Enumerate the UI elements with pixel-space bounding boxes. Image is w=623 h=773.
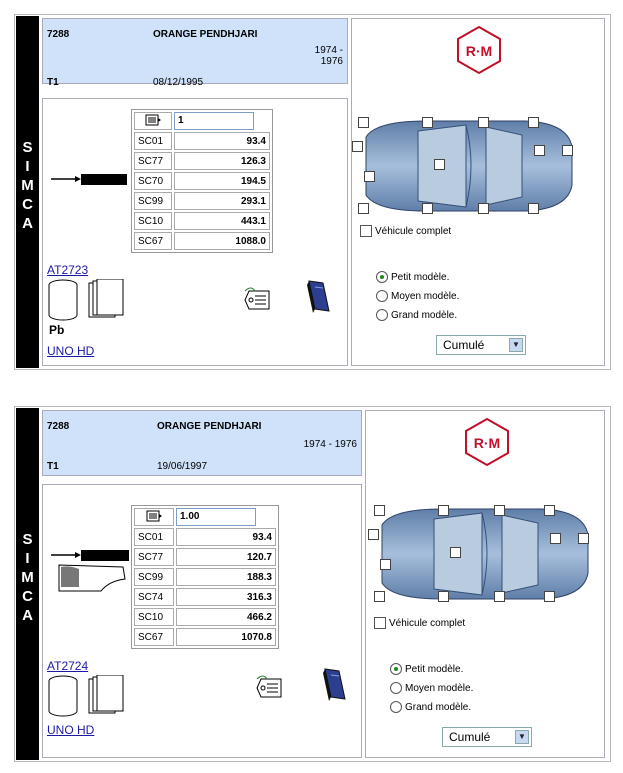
table-row (134, 548, 276, 566)
formula-date: 19/06/1997 (157, 461, 208, 472)
formula-date: 08/12/1995 (153, 77, 204, 88)
ref-value: 316.3 (176, 588, 276, 606)
ref-value: 126.3 (174, 152, 270, 170)
table-row (134, 628, 276, 646)
zone-checkbox[interactable] (358, 203, 369, 214)
formula-table (131, 505, 279, 649)
zone-checkbox[interactable] (438, 591, 449, 602)
book-icon[interactable] (305, 279, 333, 315)
table-row (134, 212, 270, 230)
zone-checkbox[interactable] (534, 145, 545, 156)
color-type: T1 (47, 77, 59, 88)
table-row (134, 172, 270, 190)
table-row (134, 152, 270, 170)
ref-code: SC77 (134, 548, 174, 566)
table-row (134, 608, 276, 626)
ref-code: SC99 (134, 192, 172, 210)
mode-select-value: Cumulé (449, 730, 491, 744)
zone-checkbox[interactable] (550, 533, 561, 544)
ref-value: 466.2 (176, 608, 276, 626)
table-row (134, 192, 270, 210)
formula-table (131, 109, 273, 253)
paint-card-1 (14, 14, 611, 370)
color-header (42, 18, 348, 88)
mode-select[interactable] (436, 335, 526, 355)
radio-large[interactable] (390, 701, 402, 713)
uno-hd-link[interactable]: UNO HD (47, 344, 95, 358)
bumper-part-icon (49, 171, 129, 187)
chevron-down-icon[interactable]: ▼ (509, 338, 523, 352)
ref-value: 194.5 (174, 172, 270, 190)
lead-label: Pb (49, 323, 65, 337)
brand-letter: A (22, 215, 33, 232)
zone-checkbox[interactable] (368, 529, 379, 540)
zone-checkbox[interactable] (478, 117, 489, 128)
brand-letter: M (21, 569, 34, 586)
ref-value: 293.1 (174, 192, 270, 210)
zone-checkbox[interactable] (422, 117, 433, 128)
paint-can-icon (47, 675, 127, 719)
zone-checkbox[interactable] (358, 117, 369, 128)
brand-letter: M (21, 177, 34, 194)
table-row (134, 132, 270, 150)
color-header (42, 410, 362, 476)
radio-label: Petit modèle. (391, 271, 450, 283)
ref-code: SC67 (134, 232, 172, 250)
full-vehicle-checkbox[interactable] (360, 225, 372, 237)
uno-hd-link[interactable]: UNO HD (47, 723, 95, 737)
zone-checkbox[interactable] (544, 505, 555, 516)
brand-letter: I (25, 550, 30, 567)
paint-can-icon (47, 279, 127, 323)
ref-code: SC01 (134, 528, 174, 546)
ref-code: SC77 (134, 152, 172, 170)
brand-letter: I (25, 158, 30, 175)
size-option-small[interactable] (376, 271, 449, 283)
color-code: 7288 (47, 421, 70, 432)
brand-letter: S (22, 531, 33, 548)
formula-panel (42, 484, 362, 758)
size-option-medium[interactable] (390, 682, 473, 694)
ref-code: SC10 (134, 608, 174, 626)
car-top-view (372, 503, 594, 605)
radio-medium[interactable] (376, 290, 388, 302)
full-vehicle-checkbox[interactable] (374, 617, 386, 629)
ref-code: SC70 (134, 172, 172, 190)
vehicle-panel (365, 410, 605, 758)
color-name: ORANGE PENDHJARI (157, 421, 262, 432)
brand-letter: S (22, 139, 33, 156)
zone-checkbox[interactable] (374, 505, 385, 516)
size-option-large[interactable] (376, 309, 457, 321)
list-icon[interactable] (134, 508, 174, 526)
color-type: T1 (47, 461, 59, 472)
product-code-link[interactable]: AT2724 (47, 659, 89, 673)
zone-checkbox[interactable] (434, 159, 445, 170)
years-range: 1974 - 1976 (303, 439, 357, 450)
rm-logo-icon (462, 417, 512, 467)
zone-checkbox[interactable] (380, 559, 391, 570)
ref-value: 188.3 (176, 568, 276, 586)
zone-checkbox[interactable] (422, 203, 433, 214)
zone-checkbox[interactable] (450, 547, 461, 558)
fender-part-icon (49, 547, 133, 597)
full-vehicle-option[interactable] (360, 225, 451, 237)
table-row (134, 232, 270, 250)
quantity-input[interactable]: 1 (174, 112, 254, 130)
zone-checkbox[interactable] (438, 505, 449, 516)
zone-checkbox[interactable] (364, 171, 375, 182)
logo-text: R·M (465, 43, 493, 59)
full-vehicle-label: Véhicule complet (389, 617, 466, 629)
size-option-small[interactable] (390, 663, 463, 675)
zone-checkbox[interactable] (352, 141, 363, 152)
zone-checkbox[interactable] (478, 203, 489, 214)
ref-code: SC74 (134, 588, 174, 606)
brand-letter: C (22, 196, 33, 213)
book-icon[interactable] (321, 667, 349, 703)
radio-label: Petit modèle. (405, 663, 464, 675)
brand-letter: A (22, 607, 33, 624)
car-top-view-icon (372, 503, 594, 605)
product-code-link[interactable]: AT2723 (47, 263, 89, 277)
ref-value: 443.1 (174, 212, 270, 230)
mode-select-value: Cumulé (443, 338, 485, 352)
table-row (134, 568, 276, 586)
zone-checkbox[interactable] (562, 145, 573, 156)
brand-letter: C (22, 588, 33, 605)
radio-label: Grand modèle. (391, 309, 458, 321)
radio-medium[interactable] (390, 682, 402, 694)
brand-bar (16, 408, 39, 760)
ref-value: 93.4 (174, 132, 270, 150)
ref-code: SC10 (134, 212, 172, 230)
zone-checkbox[interactable] (528, 203, 539, 214)
ref-code: SC67 (134, 628, 174, 646)
ref-value: 120.7 (176, 548, 276, 566)
mode-select[interactable] (442, 727, 532, 747)
chevron-down-icon[interactable]: ▼ (515, 730, 529, 744)
size-option-medium[interactable] (376, 290, 459, 302)
zone-checkbox[interactable] (578, 533, 589, 544)
radio-label: Grand modèle. (405, 701, 472, 713)
rm-logo-icon (454, 25, 504, 75)
ref-code: SC01 (134, 132, 172, 150)
car-top-view-icon (356, 115, 578, 217)
radio-small[interactable] (390, 663, 402, 675)
radio-large[interactable] (376, 309, 388, 321)
color-name: ORANGE PENDHJARI (153, 29, 258, 40)
formula-panel (42, 98, 348, 366)
quantity-input[interactable]: 1.00 (176, 508, 256, 526)
table-row (134, 588, 276, 606)
size-option-large[interactable] (390, 701, 471, 713)
zone-checkbox[interactable] (374, 591, 385, 602)
color-code: 7288 (47, 29, 70, 40)
list-icon[interactable] (134, 112, 172, 130)
car-top-view (356, 115, 578, 217)
radio-label: Moyen modèle. (405, 682, 474, 694)
zone-checkbox[interactable] (494, 505, 505, 516)
full-vehicle-label: Véhicule complet (375, 225, 452, 237)
logo-text: R·M (473, 435, 501, 451)
price-tag-icon[interactable] (243, 285, 275, 311)
vehicle-panel (351, 18, 605, 366)
table-row (134, 528, 276, 546)
brand-bar (16, 16, 39, 368)
price-tag-icon[interactable] (255, 673, 287, 699)
ref-value: 1070.8 (176, 628, 276, 646)
full-vehicle-option[interactable] (374, 617, 465, 629)
zone-checkbox[interactable] (528, 117, 539, 128)
zone-checkbox[interactable] (544, 591, 555, 602)
radio-label: Moyen modèle. (391, 290, 460, 302)
ref-value: 93.4 (176, 528, 276, 546)
zone-checkbox[interactable] (494, 591, 505, 602)
years-range: 1974 - 1976 (314, 45, 343, 67)
ref-code: SC99 (134, 568, 174, 586)
paint-card-2 (14, 406, 611, 762)
ref-value: 1088.0 (174, 232, 270, 250)
radio-small[interactable] (376, 271, 388, 283)
